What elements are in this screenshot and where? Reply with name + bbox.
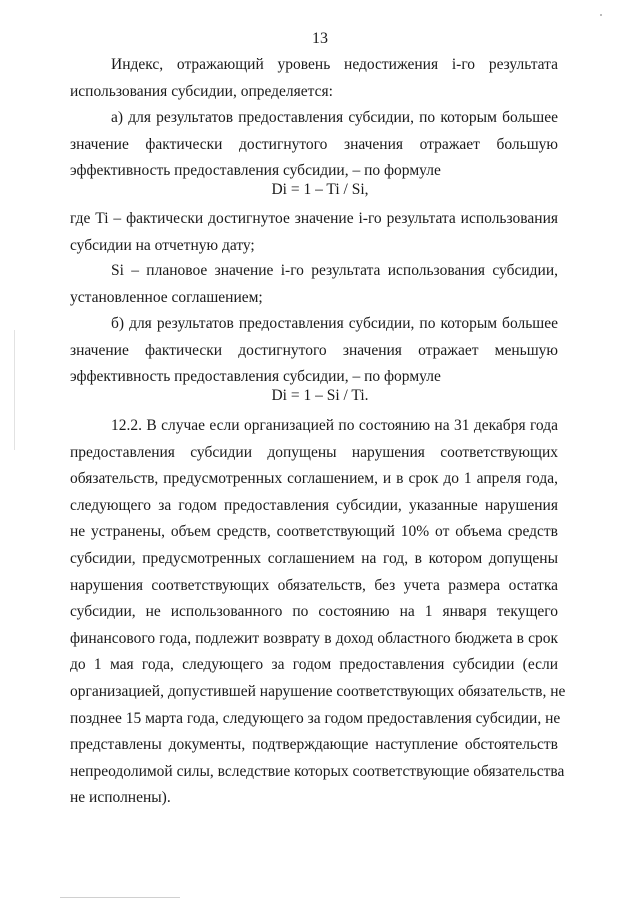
- text-line: субсидии на отчетную дату;: [70, 236, 255, 254]
- text-line: обязательств, предусмотренных соглашением, и в срок до 1 апреля года,: [70, 470, 558, 488]
- text-line: нарушения соответствующих обязательств, без учета размера остатка: [70, 576, 558, 594]
- text-line: организацией, допустившей нарушение соответствующих обязательств, не: [70, 682, 566, 700]
- text-line: следующего за годом предоставления субсидии, указанные нарушения: [70, 496, 558, 514]
- page-number: 13: [312, 30, 328, 47]
- text-line: субсидии, не использованного по состоянию на 1 января текущего: [70, 603, 558, 621]
- paragraph-b: [70, 311, 558, 391]
- scan-bottom-line: [60, 897, 180, 898]
- text-line: где Ti – фактически достигнутое значение i-го результата использования: [70, 210, 558, 227]
- text-line: представлены документы, подтверждающие наступление обстоятельств: [70, 736, 558, 754]
- text-line: установленное соглашением;: [70, 288, 263, 306]
- text-line: субсидии, предусмотренных соглашением на год, в котором допущены: [70, 549, 558, 567]
- text-line: эффективность предоставления субсидии, – по формуле: [70, 368, 441, 386]
- text-line: непреодолимой силы, вследствие которых соответствующие обязательства: [70, 762, 565, 780]
- intro-paragraph: [70, 52, 558, 105]
- text-line: использования субсидии, определяется:: [70, 82, 333, 100]
- formula-b: Di = 1 – Si / Ti.: [271, 387, 369, 404]
- text-line: Si – плановое значение i-го результата использования субсидии,: [111, 262, 558, 279]
- text-line: эффективность предоставления субсидии, – по формуле: [70, 162, 441, 180]
- paragraph-12-2: [70, 413, 566, 812]
- ti-definition: [70, 206, 558, 259]
- text-line: значение фактически достигнутого значения отражает большую: [70, 135, 558, 153]
- scan-speck: [600, 14, 602, 16]
- text-line: финансового года, подлежит возврату в доход областного бюджета в срок: [70, 629, 558, 647]
- text-line: а) для результатов предоставления субсидии, по которым большее: [111, 109, 558, 126]
- text-line: значение фактически достигнутого значения отражает меньшую: [70, 341, 558, 359]
- text-line: б) для результатов предоставления субсидии, по которым большее: [111, 315, 558, 332]
- paragraph-a: [70, 105, 558, 185]
- text-line: 12.2. В случае если организацией по состоянию на 31 декабря года: [111, 417, 558, 434]
- text-line: не исполнены).: [70, 789, 171, 807]
- text-line: предоставления субсидии допущены нарушения соответствующих: [70, 443, 558, 461]
- text-line: позднее 15 марта года, следующего за годом предоставления субсидии, не: [70, 709, 561, 727]
- text-line: до 1 мая года, следующего за годом предоставления субсидии (если: [70, 656, 558, 674]
- text-line: не устранены, объем средств, соответствующий 10% от объема средств: [70, 523, 558, 541]
- formula-a: Di = 1 – Ti / Si,: [271, 181, 369, 198]
- si-definition: [70, 258, 558, 311]
- scan-edge-line: [14, 330, 15, 450]
- text-line: Индекс, отражающий уровень недостижения i-го результата: [111, 56, 558, 73]
